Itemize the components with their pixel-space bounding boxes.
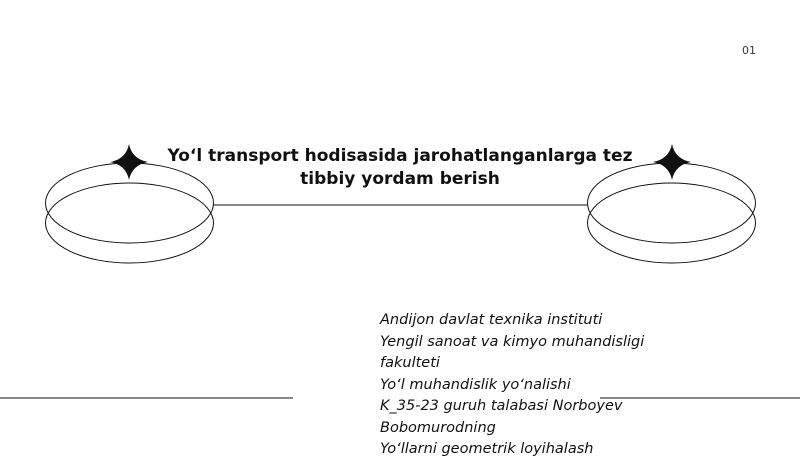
info-line: Yo‘llarni geometrik loyihalash <box>380 441 594 457</box>
info-line: Yo‘l muhandislik yo‘nalishi <box>380 376 571 393</box>
four-point-star-icon <box>653 144 691 180</box>
four-point-star-icon <box>110 144 148 180</box>
slide-title <box>150 145 650 191</box>
slide-title-line: Yo‘l transport hodisasida jarohatlanganlarga tez <box>167 146 633 166</box>
slide-title-line: tibbiy yordam berish <box>300 169 500 189</box>
info-line: fakulteti <box>380 355 440 371</box>
page-number: 01 <box>742 44 756 57</box>
info-line: Andijon davlat texnika instituti <box>380 312 603 328</box>
author-info <box>380 310 680 461</box>
info-line: Yengil sanoat va kimyo muhandisligi <box>380 333 645 350</box>
info-line: Bobomurodning <box>380 419 496 436</box>
info-line: K_35-23 guruh talabasi Norboyev <box>380 398 623 414</box>
